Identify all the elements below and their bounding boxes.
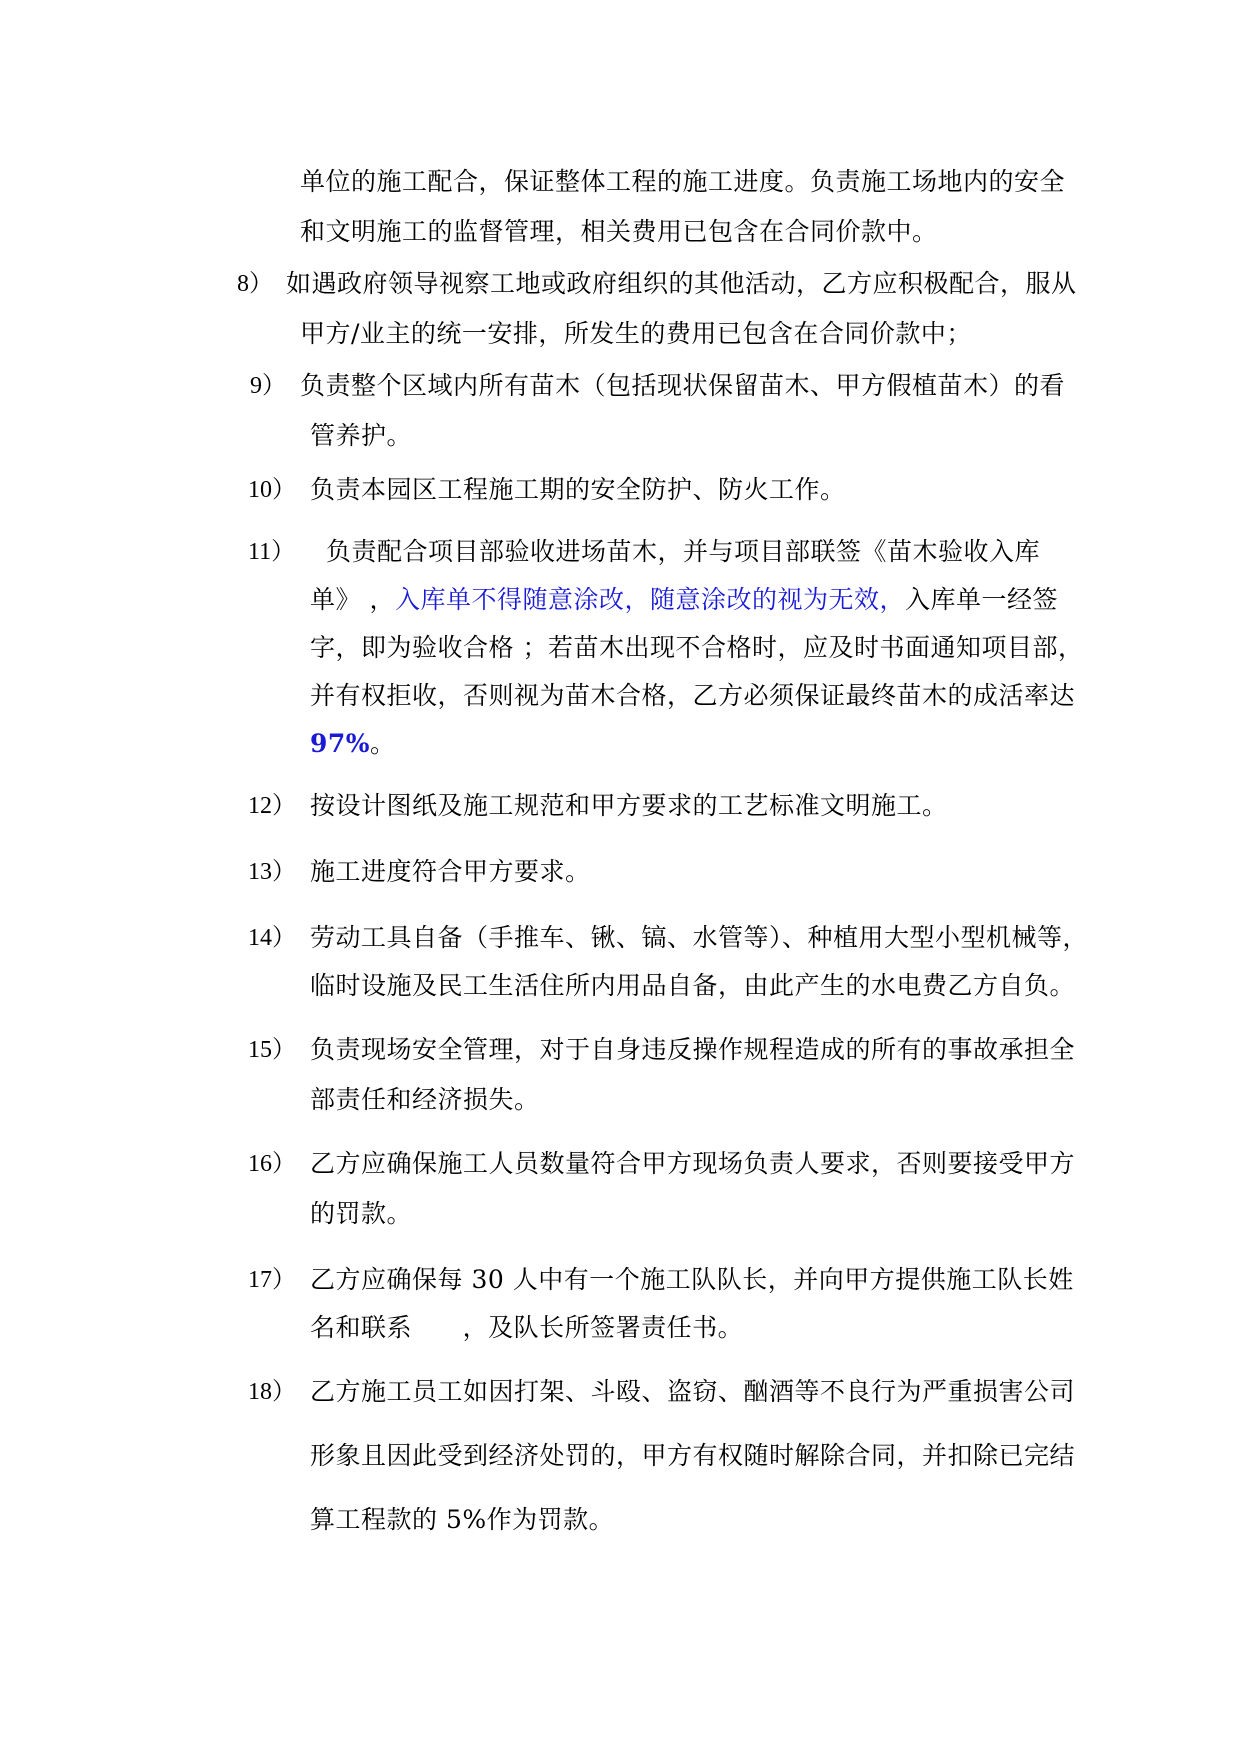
item-number: 11） [248, 539, 296, 565]
item-text-segment: 。 [370, 729, 396, 758]
survival-rate-value: 97% [310, 729, 371, 758]
item-text: 按设计图纸及施工规范和甲方要求的工艺标准文明施工。 [310, 791, 948, 820]
item-number: 16） [248, 1151, 296, 1177]
item-number: 14） [248, 925, 296, 951]
item-text: 劳动工具自备（手推车、锹、镐、水管等）、种植用大型小型机械等， [310, 923, 1089, 952]
item-number: 17） [248, 1267, 296, 1293]
item-number: 8） [237, 271, 273, 297]
highlighted-clause: 入库单不得随意涂改，随意涂改的视为无效， [394, 585, 905, 614]
item-text: 临时设施及民工生活住所内用品自备，由此产生的水电费乙方自负。 [310, 971, 1076, 1000]
item-text: 管养护。 [310, 421, 413, 450]
item-text: 负责本园区工程施工期的安全防护、防火工作。 [310, 475, 846, 504]
paragraph-line: 单位的施工配合，保证整体工程的施工进度。负责施工场地内的安全 [300, 167, 1066, 196]
item-text: 负责整个区域内所有苗木（包括现状保留苗木、甲方假植苗木）的看 [300, 371, 1066, 400]
item-text-segment: 单》 ， [310, 585, 395, 614]
item-number: 15） [248, 1037, 296, 1063]
item-number: 18） [248, 1379, 296, 1405]
item-text-line [310, 584, 1058, 616]
item-number: 12） [248, 793, 296, 819]
item-text: 形象且因此受到经济处罚的，甲方有权随时解除合同，并扣除已完结 [310, 1441, 1076, 1470]
item-text: 乙方应确保施工人员数量符合甲方现场负责人要求，否则要接受甲方 [310, 1149, 1076, 1178]
item-text: 算工程款的 5%作为罚款。 [310, 1505, 615, 1534]
item-text: 乙方施工员工如因打架、斗殴、盗窃、酗酒等不良行为严重损害公司 [310, 1377, 1076, 1406]
item-text: 施工进度符合甲方要求。 [310, 857, 591, 886]
item-number: 9） [250, 373, 286, 399]
item-text-line [310, 728, 396, 760]
item-text: 乙方应确保每 30 人中有一个施工队队长，并向甲方提供施工队长姓 [310, 1265, 1074, 1294]
item-text: 部责任和经济损失。 [310, 1085, 540, 1114]
item-text: 名和联系 ，及队长所签署责任书。 [310, 1313, 744, 1342]
paragraph-line: 和文明施工的监督管理，相关费用已包含在合同价款中。 [300, 217, 938, 246]
item-text: 如遇政府领导视察工地或政府组织的其他活动，乙方应积极配合，服从 [286, 269, 1077, 298]
item-number: 13） [248, 859, 296, 885]
item-text: 的罚款。 [310, 1199, 413, 1228]
item-text: 负责配合项目部验收进场苗木，并与项目部联签《苗木验收入库 [326, 537, 1041, 566]
item-text: 负责现场安全管理，对于自身违反操作规程造成的所有的事故承担全 [310, 1035, 1076, 1064]
item-number: 10） [248, 477, 296, 503]
item-text: 甲方/业主的统一安排，所发生的费用已包含在合同价款中； [300, 319, 972, 348]
item-text: 并有权拒收，否则视为苗木合格，乙方必须保证最终苗木的成活率达 [310, 681, 1076, 710]
item-text-segment: 入库单一经签 [904, 585, 1058, 614]
item-text: 字，即为验收合格 ；若苗木出现不合格时，应及时书面通知项目部， [310, 633, 1084, 662]
